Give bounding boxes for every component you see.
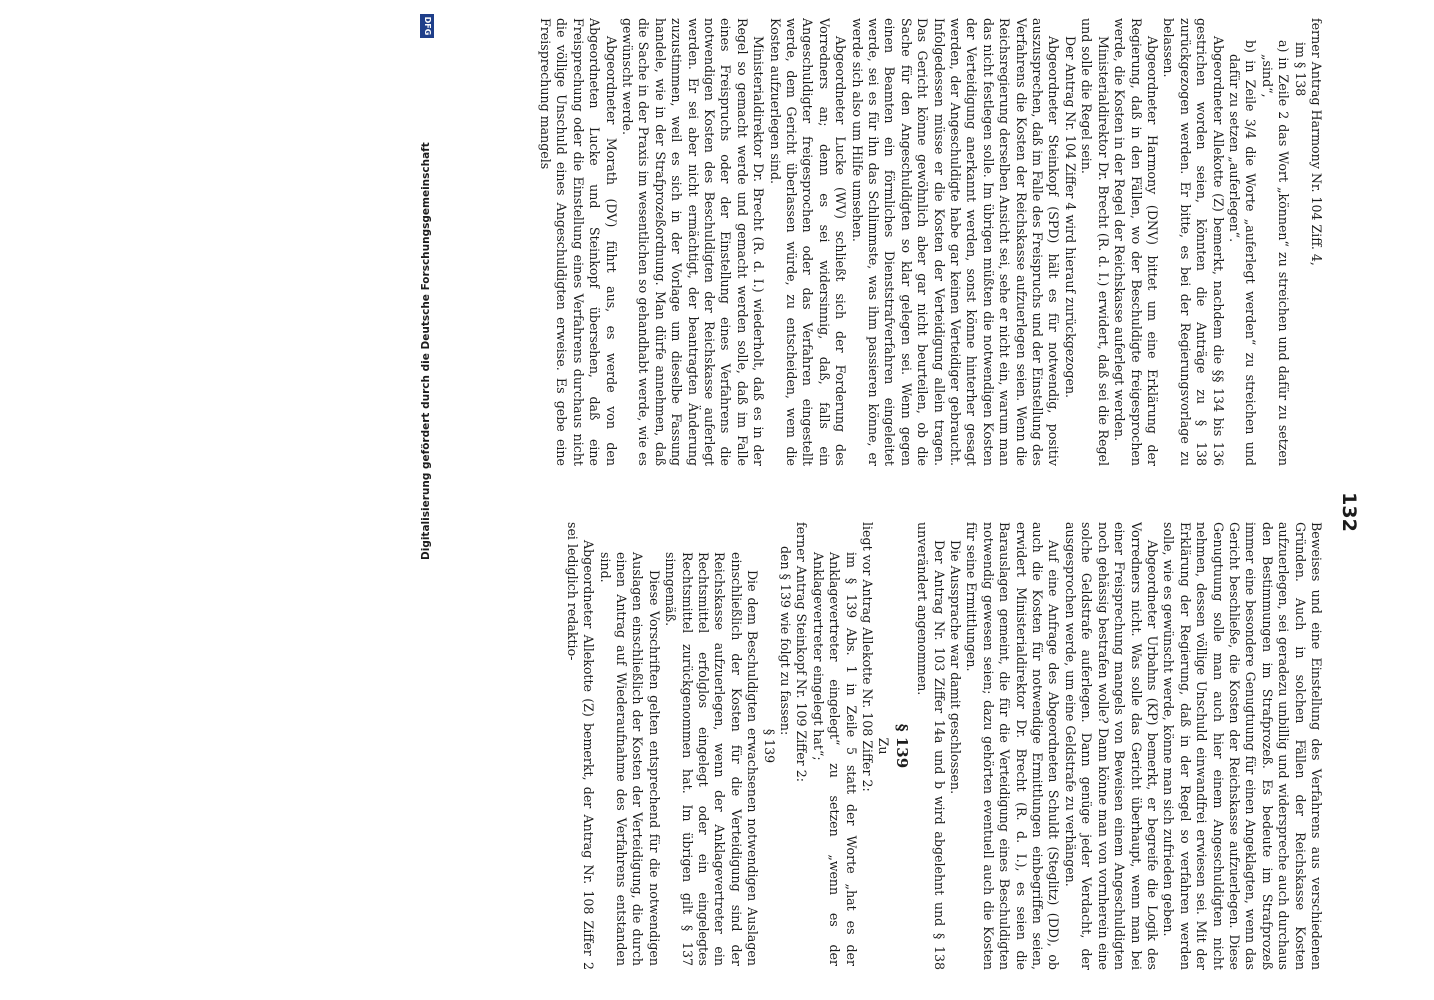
paragraph: Ministerialdirektor Dr. Brecht (R. d. I.) erwidert, daß sei die Regel und solle die Regel sein.	[1079, 18, 1111, 466]
page-number: 132	[1338, 492, 1360, 532]
paragraph: Abgeordneter Morath (DV) führt aus, es werde von den Abgeordneten Lucke und Steinkopf übersehen, daß eine Freisprechung oder die Einstellung eines Verfahrens durchaus nicht die völlige Unschuld eines Angeschuldigten erweise. Es gebe eine Freisprechung mangels	[537, 18, 619, 466]
paragraph: ferner Antrag Steinkopf Nr. 109 Ziffer 2:	[794, 522, 810, 782]
paragraph: liegt vor Antrag Allekotte Nr. 108 Ziffer 2:	[860, 522, 876, 792]
paragraph: Abgeordneter Steinkopf (SPD) hält es für notwendig, positiv auszusprechen, daß im Falle des Freispruchs und der Einstellung des Verfahrens die Kosten der Reichskasse aufzuerlegen seien. Wenn die Reichsregierung derselben Ansicht sei, sehe er nicht ein, warum man das nicht festlegen solle. Im übrigen müßten die notwendigen Kosten der Verteidigung anerkannt werden, sonst könne hinterher gesagt werden, der Angeschuldigte habe gar keinen Verteidiger gebraucht. Infolgedessen müsse er die Kosten der Verteidigung allein tragen. Das Gericht könne gewöhnlich aber gar nicht beurteilen, ob die Sache für den Angeschuldigten so klar gelegen sei. Wenn gegen einen Beamten ein förmliches Dienststrafverfahren eingeleitet werde, sei es für ihn das Schlimmste, was ihm passieren könne, er werde sich also um Hilfe umsehen.	[849, 18, 1062, 466]
paragraph: Abgeordneter Lucke (WV) schließt sich der Forderung des Vorredners an; denn es sei widersinnig, daß, falls ein Angeschuldigter freigesprochen oder das Verfahren eingestellt werde, dem Gericht überlassen würde, zu entscheiden, wem die Kosten aufzuerlegen sind.	[767, 18, 849, 466]
paragraph: Diese Vorschriften gelten entsprechend für die notwendigen Auslagen einschließlich der Kosten der Verteidigung, die durch einen Antrag auf Wiederaufnahme des Verfahrens entstanden sind.	[597, 552, 662, 966]
paragraph: Auf eine Anfrage des Abgeordneten Schuldt (Steglitz) (DD), ob auch die Kosten für notwendige Ermittlungen einbegriffen seien, erwidert Ministerialdirektor Dr. Brecht (R. d. I.), es seien die Barauslagen gemeint, die für die Verteidigung eines Beschuldigten notwendig gewesen seien; dazu gehörten eventuell auch die Kosten für seine Ermittlungen.	[964, 522, 1062, 970]
paragraph: Der Antrag Nr. 104 Ziffer 4 wird hierauf zurückgezogen.	[1062, 36, 1078, 399]
paragraph: ferner Antrag Harmony Nr. 104 Ziff. 4,	[1309, 18, 1324, 266]
paragraph: im § 138	[1292, 42, 1308, 97]
paragraph: a) in Zeile 2 das Wort „können“ zu streichen und dafür zu setzen „sind“,	[1259, 40, 1292, 466]
digitization-footer	[416, 0, 434, 1000]
paragraph: b) in Zeile 3/4 die Worte „auferlegt werden“ zu streichen und dafür zu setzen „auferlegen“.	[1226, 40, 1259, 466]
left-column	[44, 18, 1324, 466]
paragraph: im § 139 Abs. 1 in Zeile 5 statt der Worte „hat es der Anklagevertreter eingelegt“ zu setzen „wenn es der Anklagevertreter eingelegt hat“;	[810, 552, 859, 966]
paragraph: Der Antrag Nr. 103 Ziffer 14a und b wird abgelehnt und § 138 unverändert angenommen.	[915, 522, 947, 970]
right-column	[44, 522, 1324, 970]
paragraph: Abgeordneter Allekotte (Z) bemerkt, nachdem die §§ 134 bis 136 gestrichen worden seien, könnten die Anträge zu § 138 zurückgezogen werden. Er bitte, es bei der Regierungsvorlage zu belassen.	[1161, 18, 1226, 466]
paragraph: Abgeordneter Urbahns (KP) bemerkt, er begreife die Logik des Vorredners nicht. Was solle das Gericht überhaupt, wenn man bei einer Freisprechung mangels von Beweisen einem Angeschuldigten noch gehässig bestrafen wolle? Dann könne man von vornherein eine solche Geldstrafe auferlegen. Dann genüge jeder Verdacht, der ausgesprochen werde, um eine Geldstrafe zu verhängen.	[1062, 522, 1160, 970]
paragraph: Abgeordneter Allekotte (Z) bemerkt, der Antrag Nr. 108 Ziffer 2 sei lediglich redaktio-	[564, 522, 597, 970]
paragraph: Die Aussprache war damit geschlossen.	[948, 540, 964, 795]
paragraph: § 139	[761, 728, 777, 764]
paragraph: den § 139 wie folgt zu fassen:	[778, 546, 793, 736]
paragraph: Die dem Beschuldigten erwachsenen notwendigen Auslagen einschließlich der Kosten für die Verteidigung sind der Reichskasse aufzuerlegen, wenn der Anklagevertreter ein Rechtsmittel erfolglos eingelegt oder ein eingelegtes Rechtsmittel zurückgenommen hat. Im übrigen gilt § 137 sinngemäß.	[663, 552, 761, 966]
section-heading: § 139	[892, 723, 911, 769]
paragraph: Beweises und eine Einstellung des Verfahrens aus verschiedenen Gründen. Auch in solchen Fällen der Reichskasse Kosten aufzuerlegen, sei geradezu unbillig und widerspreche auch durchaus den Bestimmungen im Strafprozeß. Es bedeute im Strafprozeß immer eine besondere Genugtuung für einen Angeklagten, wenn das Gericht beschließe, die Kosten der Reichskasse aufzuerlegen. Diese Genugtuung solle man auch hier einem Angeschuldigten nicht nehmen, dessen völlige Unschuld einwandfrei erwiesen sei. Mit der Erklärung der Regierung, daß in der Regel so verfahren werden solle, wie es gewünscht werde, könne man sich zufrieden geben.	[1161, 522, 1324, 970]
paragraph: Abgeordneter Harmony (DNV) bittet um eine Erklärung der Regierung, daß in den Fällen, wo der Beschuldigte freigesprochen werde, die Kosten in der Regel der Reichskasse auferlegt werden.	[1112, 18, 1160, 466]
paragraph: Ministerialdirektor Dr. Brecht (R. d. I.) wiederholt, daß es in der Regel so gemacht werde und gemacht werden solle, daß im Falle eines Freispruchs oder der Einstellung eines Verfahrens die notwendigen Kosten des Beschuldigten der Reichskasse auferlegt werden. Er sei aber nicht ermächtigt, der beantragten Änderung zuzustimmen, weil es sich in der Vorlage um dieselbe Fassung handele, wie in der Strafprozeßordnung. Man dürfe annehmen, daß die Sache in der Praxis im wesentlichen so gehandhabt werde, wie es gewünscht werde.	[619, 18, 767, 466]
digitization-credit: Digitalisierung gefördert durch die Deutsche Forschungsgemeinschaft	[420, 142, 432, 560]
paragraph: Zu	[876, 737, 892, 755]
dfg-logo: DFG	[420, 14, 434, 38]
